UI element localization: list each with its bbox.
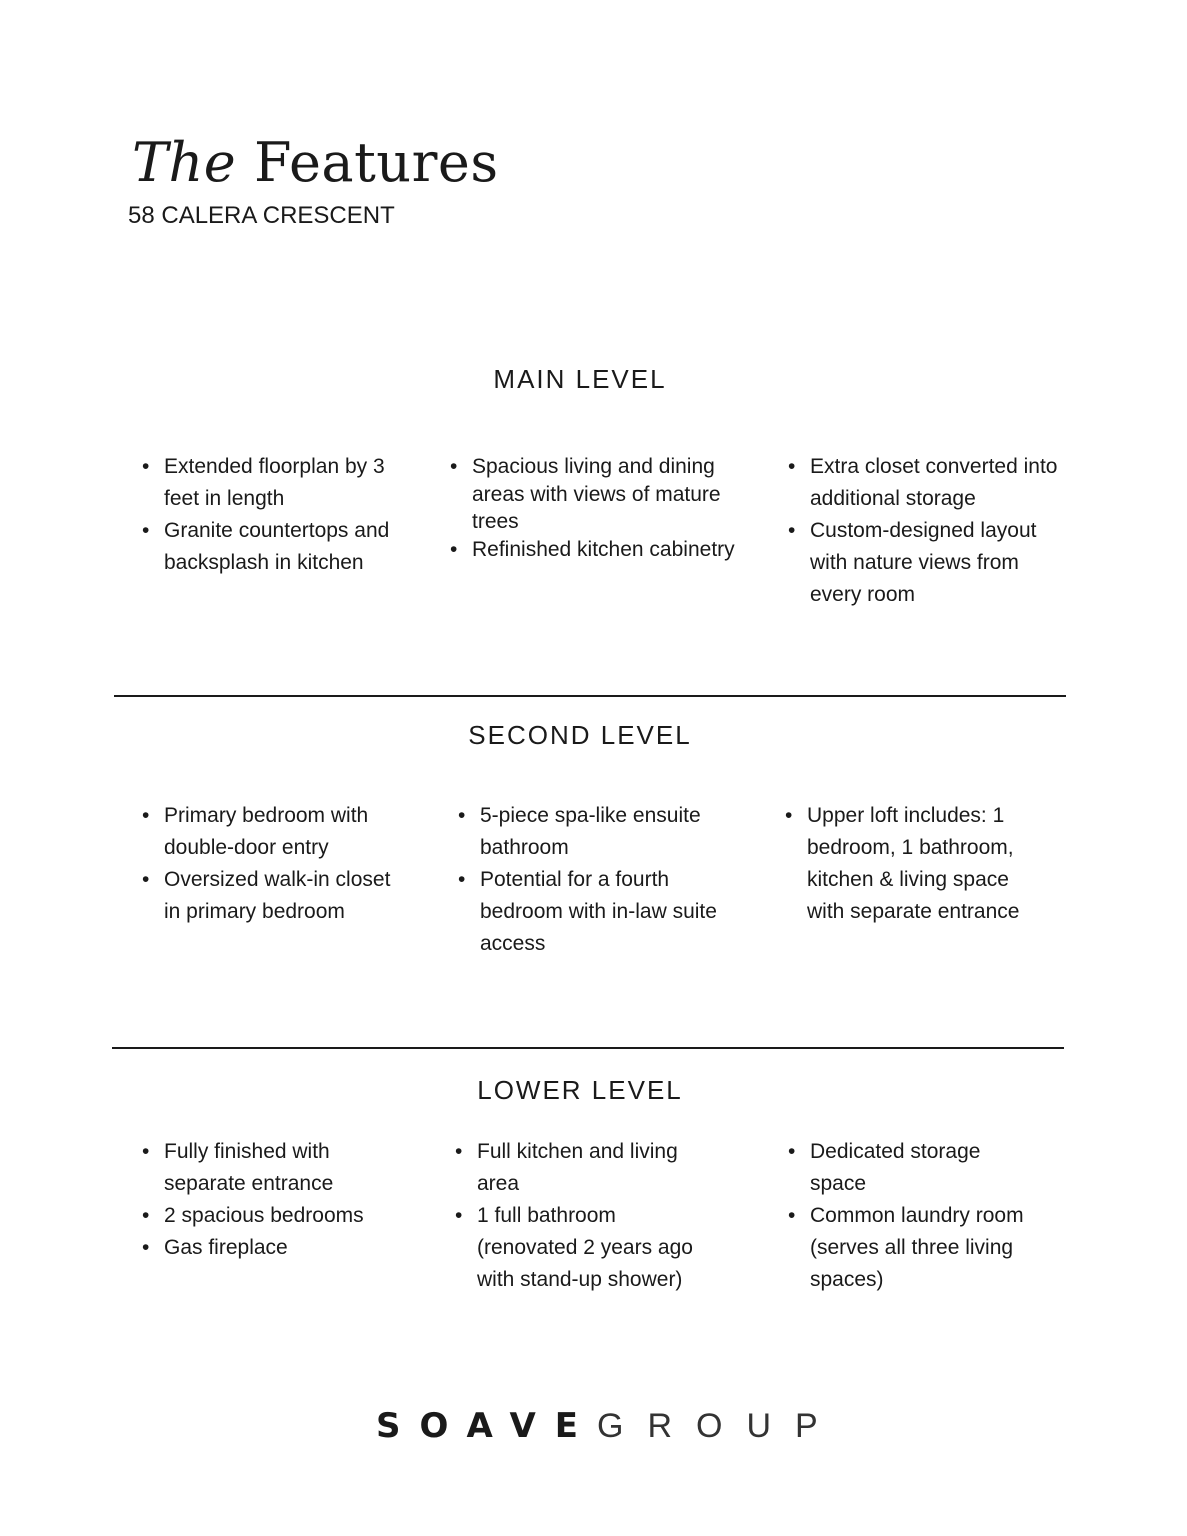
list-item: • 5-piece spa-like ensuite bathroom (458, 800, 738, 864)
list-item: • 2 spacious bedrooms (142, 1200, 402, 1232)
list-item: • Extra closet converted into additional storage (788, 451, 1068, 515)
second-level-list-3 (785, 800, 1035, 928)
list-item: • Full kitchen and living area (455, 1136, 715, 1200)
property-address: 58 CALERA CRESCENT (128, 202, 395, 229)
list-item: • Potential for a fourth bedroom with in-law suite access (458, 864, 738, 960)
main-level-heading: MAIN LEVEL (493, 364, 667, 394)
lower-level-list-2 (455, 1136, 715, 1296)
second-level-heading: SECOND LEVEL (468, 720, 692, 750)
list-item: • Fully finished with separate entrance (142, 1136, 402, 1200)
logo-bold-text: SOAVE (376, 1406, 598, 1446)
logo-light-text: GROUP (597, 1407, 842, 1445)
list-item: • Granite countertops and backsplash in kitchen (142, 515, 392, 579)
list-item: • 1 full bathroom (renovated 2 years ago with stand-up shower) (455, 1200, 715, 1296)
list-item: • Upper loft includes: 1 bedroom, 1 bathroom, kitchen & living space with separate entrance (785, 800, 1035, 928)
main-level-list-1 (142, 451, 392, 579)
title-main: Features (253, 131, 499, 194)
list-item: • Oversized walk-in closet in primary bedroom (142, 864, 412, 928)
list-item: • Common laundry room (serves all three living spaces) (788, 1200, 1038, 1296)
main-level-list-3 (788, 451, 1068, 611)
second-level-list-2 (458, 800, 738, 960)
lower-level-list-3 (788, 1136, 1038, 1296)
title-italic: The (132, 131, 237, 194)
second-level-list-1 (142, 800, 412, 928)
list-item: • Primary bedroom with double-door entry (142, 800, 412, 864)
lower-level-heading: LOWER LEVEL (477, 1075, 683, 1105)
list-item: • Spacious living and dining areas with views of mature trees (450, 453, 740, 536)
main-level-list-2 (450, 453, 740, 563)
list-item: • Custom-designed layout with nature views from every room (788, 515, 1068, 611)
list-item: • Dedicated storage space (788, 1136, 1038, 1200)
soave-group-logo (376, 1406, 842, 1446)
list-item: • Gas fireplace (142, 1232, 402, 1264)
section-divider (112, 1047, 1064, 1049)
list-item: • Refinished kitchen cabinetry (450, 536, 740, 564)
list-item: • Extended floorplan by 3 feet in length (142, 451, 392, 515)
section-divider (114, 695, 1066, 697)
page-title (132, 128, 499, 198)
lower-level-list-1 (142, 1136, 402, 1264)
